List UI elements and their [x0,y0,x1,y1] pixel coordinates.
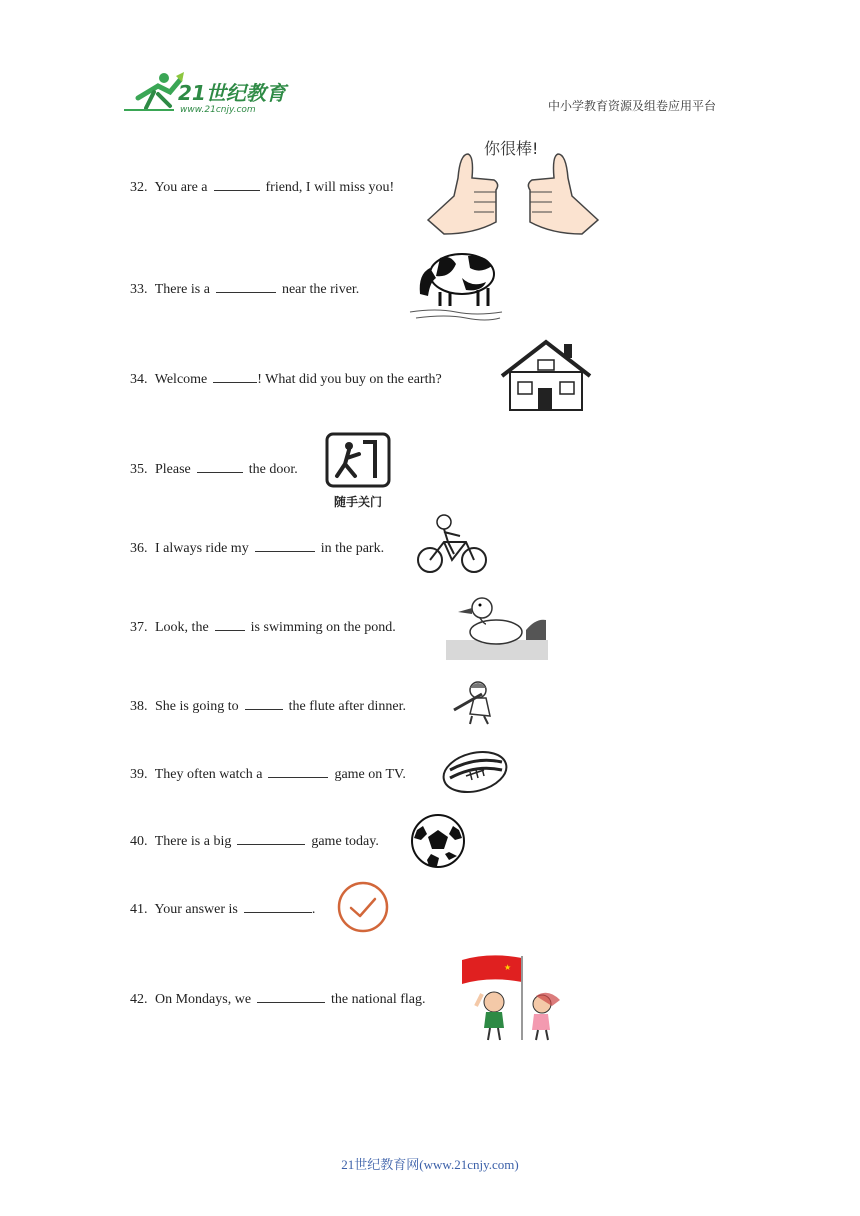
question-number: 38. [130,699,148,714]
soccer-ball-image [409,812,467,870]
question-32 [130,178,394,197]
question-33 [130,280,359,299]
question-text: I always ride my [155,541,249,556]
answer-blank[interactable] [268,765,328,778]
question-number: 36. [130,541,148,556]
question-number: 32. [130,180,148,195]
cow-image [406,244,506,324]
door-sign-caption: 随手关门 [333,495,382,509]
answer-blank[interactable] [214,178,260,191]
question-39 [130,765,406,784]
flag-raising-image [460,952,570,1044]
answer-blank[interactable] [213,370,257,383]
answer-blank[interactable] [244,900,312,913]
thumbs-caption: 你很棒! [484,139,539,158]
question-number: 33. [130,282,148,297]
close-door-sign-image [325,432,391,509]
question-text: She is going to [155,699,239,714]
question-36 [130,539,384,558]
question-text: ! What did you buy on the earth? [257,372,442,387]
answer-blank[interactable] [197,460,243,473]
football-image [440,748,510,796]
question-text: game on TV. [334,767,406,782]
question-text: Welcome [154,372,208,387]
logo-text: 21世纪教育 [178,81,286,105]
question-42 [130,990,426,1009]
answer-blank[interactable] [215,618,245,631]
question-text: Look, the [155,620,209,635]
question-text: friend, I will miss you! [265,180,395,195]
house-image [500,338,592,414]
question-text: . [311,902,316,917]
thumbs-up-image [424,134,602,238]
question-text: Please [155,462,191,477]
question-38 [130,697,406,716]
site-tag: 中小学教育资源及组卷应用平台 [548,99,717,113]
question-number: 35. [130,462,148,477]
question-text: the national flag. [331,992,426,1007]
question-35 [130,460,298,479]
question-text: There is a [154,282,210,297]
logo-url: www.21cnjy.com [180,105,256,115]
question-37 [130,618,396,637]
question-number: 42. [130,992,148,1007]
question-40 [130,832,379,851]
question-number: 40. [130,834,148,849]
question-text: near the river. [281,282,360,297]
bicycle-image [414,512,490,576]
answer-blank[interactable] [255,539,315,552]
question-number: 41. [130,902,148,917]
question-text: On Mondays, we [155,992,252,1007]
duck-image [446,590,548,660]
question-number: 39. [130,767,148,782]
check-circle-icon [336,880,390,934]
question-text: the flute after dinner. [288,699,407,714]
question-34 [130,370,442,389]
logo [124,70,290,116]
question-text: game today. [311,834,379,849]
question-text: You are a [154,180,208,195]
question-text: Your answer is [154,902,238,917]
question-text: is swimming on the pond. [250,620,396,635]
question-text: They often watch a [154,767,263,782]
answer-blank[interactable] [257,990,325,1003]
flute-player-image [452,680,500,726]
question-text: the door. [248,462,298,477]
answer-blank[interactable] [216,280,276,293]
svg-text:★: ★ [504,963,512,972]
question-number: 34. [130,372,148,387]
question-text: There is a big [154,834,232,849]
answer-blank[interactable] [245,697,283,710]
question-41 [130,900,315,919]
answer-blank[interactable] [237,832,305,845]
question-text: in the park. [320,541,385,556]
footer-link[interactable]: 21世纪教育网(www.21cnjy.com) [341,1157,519,1172]
question-number: 37. [130,620,148,635]
